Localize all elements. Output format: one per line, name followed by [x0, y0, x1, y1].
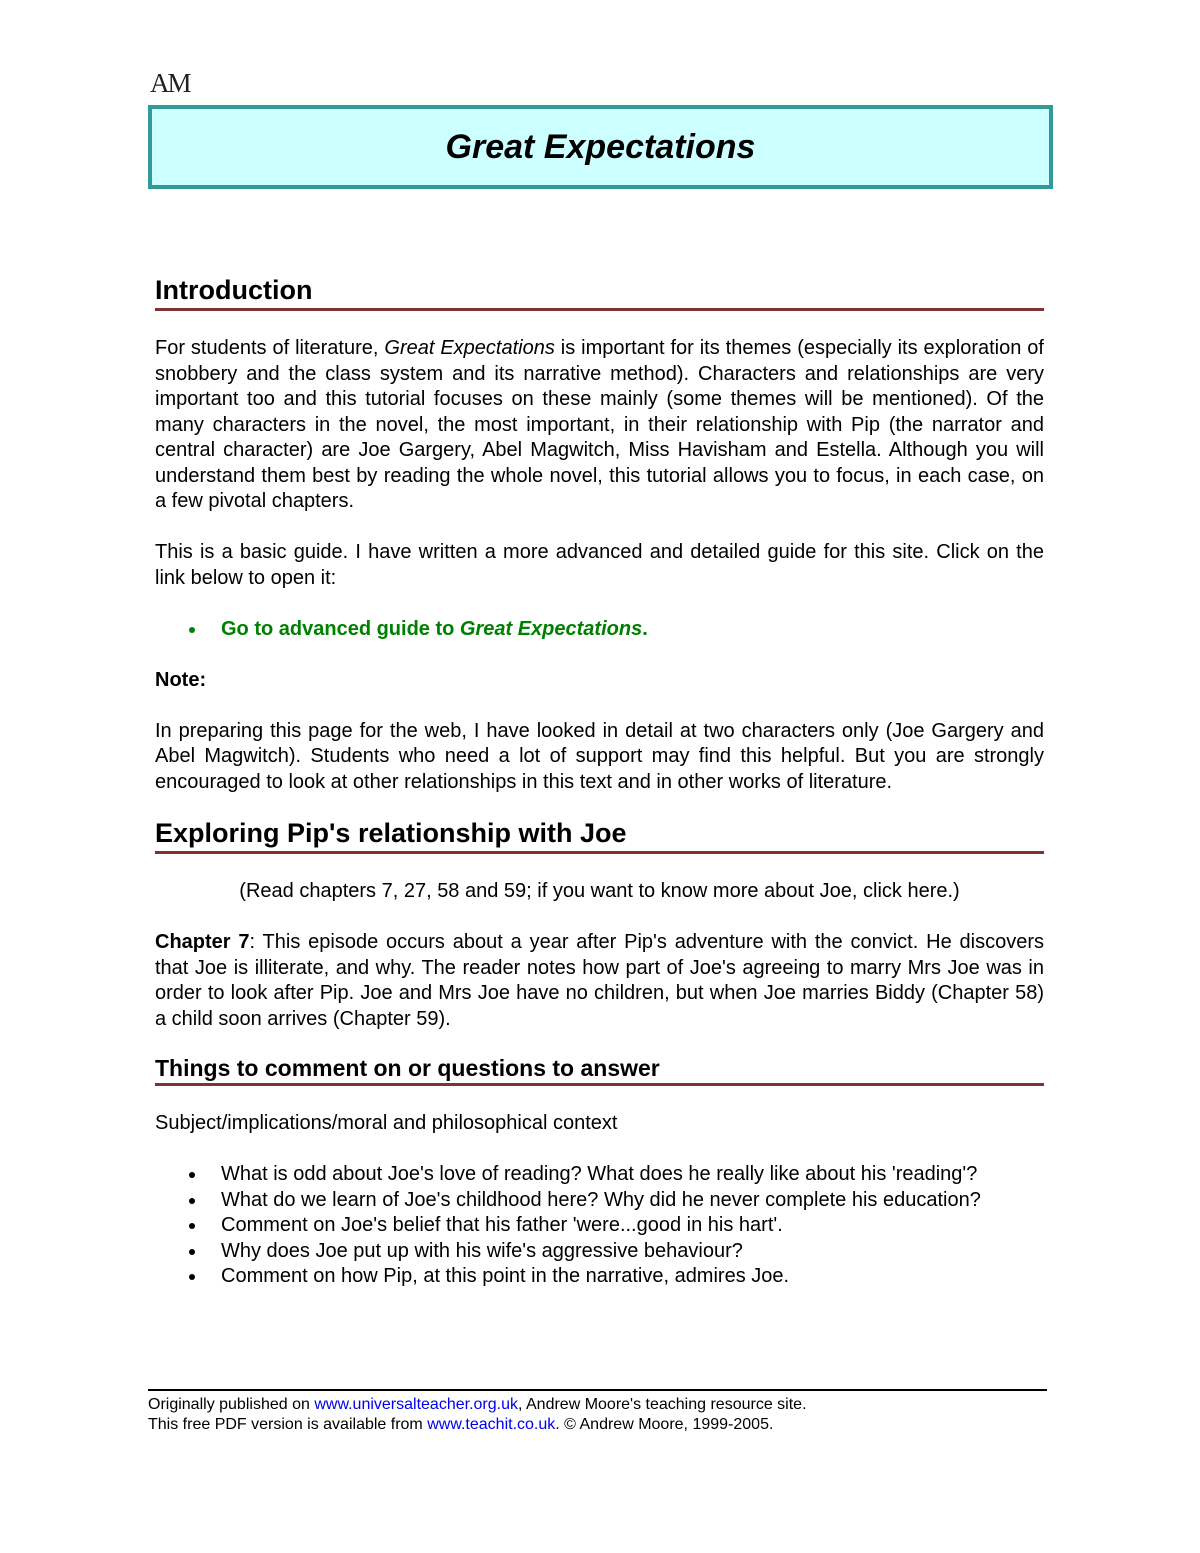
questions-list — [155, 1162, 1044, 1290]
read-chapters-line — [155, 879, 1044, 905]
page-footer — [148, 1389, 1047, 1435]
author-logo: AM — [150, 68, 190, 98]
list-item: Comment on how Pip, at this point in the narrative, admires Joe. — [155, 1264, 1044, 1290]
chapter-label: Chapter 7 — [155, 931, 250, 953]
chapter-7-paragraph: Chapter 7: This episode occurs about a year after Pip's adventure with the convict. He discovers that Joe is illiterate, and why. The reader notes how part of Joe's agreeing to marry Mrs Joe was in order to look after Pip. Joe and Mrs Joe have no children, but when Joe marries Biddy (Chapter 58) a child soon arrives (Chapter 59). — [155, 931, 1044, 1030]
list-item: What do we learn of Joe's childhood here? Why did he never complete his education? — [155, 1188, 1044, 1214]
list-item: What is odd about Joe's love of reading? What does he really like about his 'reading'? — [155, 1162, 1044, 1188]
joe-section-heading: Exploring Pip's relationship with Joe — [155, 815, 1044, 854]
novel-title: Great Expectations — [384, 337, 555, 359]
advanced-guide-link[interactable]: Go to advanced guide to Great Expectations. — [155, 617, 1044, 643]
note-label: Note: — [155, 668, 207, 691]
questions-heading: Things to comment on or questions to answer — [155, 1053, 1044, 1086]
note-paragraph: In preparing this page for the web, I have looked in detail at two characters only (Joe Gargery and Abel Magwitch). Students who need a lot of support may find this helpful. But you are strongly encouraged to look at other relationships in this text and in other works of literature. — [155, 719, 1044, 793]
footer-line-2: This free PDF version is available from www.teachit.co.uk. © Andrew Moore, 1999-2005. — [148, 1416, 774, 1433]
document-title: Great Expectations — [445, 127, 756, 166]
title-banner — [148, 105, 1053, 189]
click-here-link[interactable]: (Read chapters 7, 27, 58 and 59; if you want to know more about Joe, click here.) — [239, 880, 960, 902]
list-item: Comment on Joe's belief that his father 'were...good in his hart'. — [155, 1213, 1044, 1239]
teachit-link[interactable]: www.teachit.co.uk — [427, 1416, 556, 1433]
context-line: Subject/implications/moral and philosophical context — [155, 1112, 618, 1134]
intro-paragraph: For students of literature, Great Expectations is important for its themes (especially its exploration of snobbery and the class system and its narrative method). Characters and relationships are very important too and this tutorial focuses on these mainly (some themes will be mentioned). Of the many characters in the novel, the most important, in their relationship with Pip (the narrator and central character) are Joe Gargery, Abel Magwitch, Miss Havisham and Estella. Although you will understand them best by reading the whole novel, this tutorial allows you to focus, in each case, on a few pivotal chapters. — [155, 337, 1044, 512]
footer-line-1: Originally published on www.universalteacher.org.uk, Andrew Moore's teaching resource site. — [148, 1396, 807, 1413]
introduction-heading: Introduction — [155, 272, 1044, 311]
list-item: Why does Joe put up with his wife's aggressive behaviour? — [155, 1239, 1044, 1265]
main-content — [155, 272, 1044, 1290]
advanced-guide-list — [155, 617, 1044, 643]
universalteacher-link[interactable]: www.universalteacher.org.uk — [314, 1396, 518, 1413]
basic-guide-paragraph: This is a basic guide. I have written a more advanced and detailed guide for this site. Click on the link below to open it: — [155, 541, 1044, 589]
